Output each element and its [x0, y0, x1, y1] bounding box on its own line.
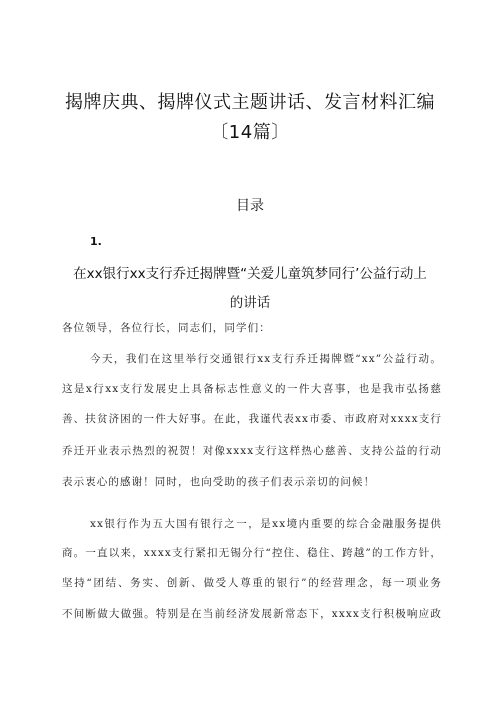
body-line-salutation: 各位领导，各位行长，同志们，同学们：	[62, 322, 271, 334]
section-number: 1.	[90, 235, 102, 248]
body-line: 坚持“团结、务实、创新、做受人尊重的银行”的经营理念，每一项业务	[62, 577, 442, 589]
speech-title-line-1: 在xx银行xx支行乔迁揭牌暨“关爱儿童筑梦同行’公益行动上	[73, 266, 427, 282]
body-line: 表示衷心的感谢！同时，也向受助的孩子们表示亲切的问候！	[62, 476, 376, 488]
toc-heading: 目录	[236, 198, 264, 214]
body-line: 今天，我们在这里举行交通银行xx支行乔迁揭牌暨“xx”公益行动。	[90, 353, 442, 365]
body-line: 不间断做大做强。特别是在当前经济发展新常态下，xxxx支行积极响应政	[62, 608, 442, 620]
body-line: 乔迁开业表示热烈的祝贺！对像xxxx支行这样热心慈善、支持公益的行动	[62, 445, 442, 457]
body-line: 商。一直以来，xxxx支行紧扣无锡分行“控住、稳住、跨越”的工作方针，	[62, 547, 442, 559]
document-title-line-1: 揭牌庆典、揭牌仪式主题讲话、发言材料汇编	[65, 92, 435, 113]
body-line: 善、扶贫济困的一件大好事。在此，我谨代表xx市委、市政府对xxxx支行	[62, 413, 442, 425]
speech-title-line-2: 的讲话	[229, 295, 271, 311]
document-title-line-2: 〔14篇〕	[210, 122, 290, 143]
body-line: xx银行作为五大国有银行之一，是xx境内重要的综合金融服务提供	[90, 518, 442, 530]
body-line: 这是x行xx支行发展史上具备标志性意义的一件大喜事，也是我市弘扬慈	[62, 383, 442, 395]
